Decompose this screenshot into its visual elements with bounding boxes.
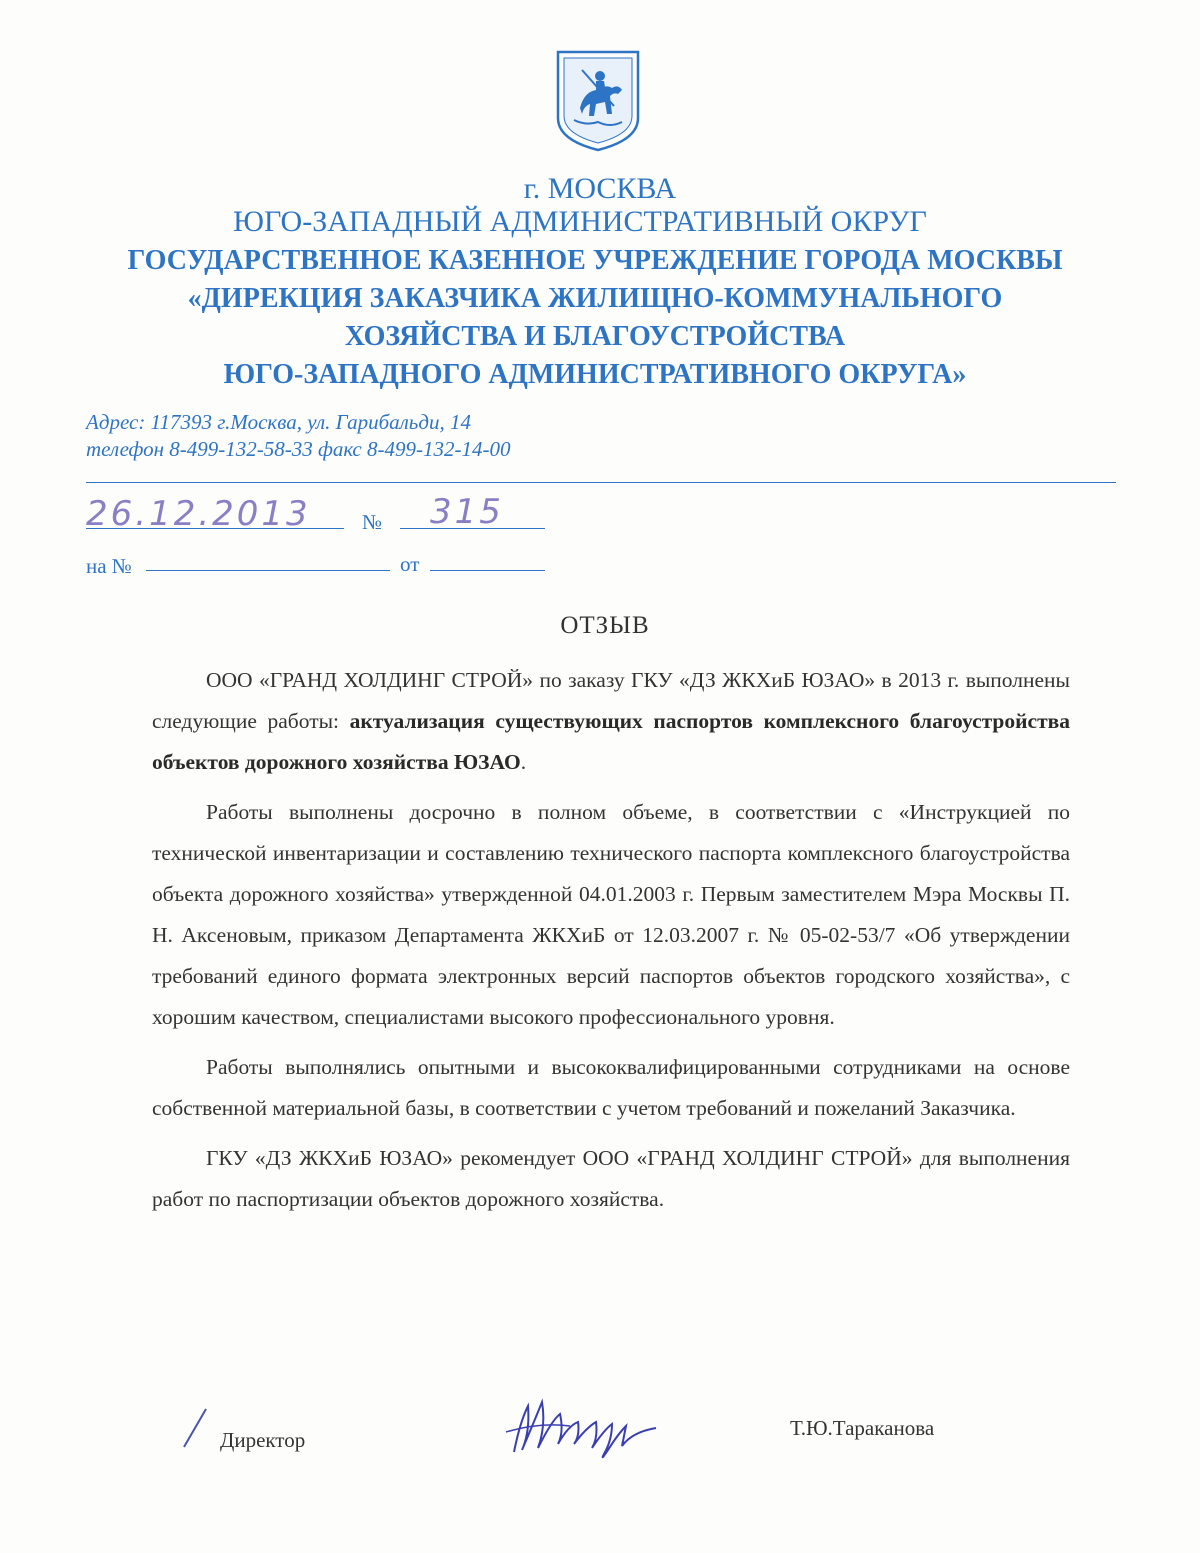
number-label: № (362, 510, 383, 534)
signatory-name: Т.Ю.Тараканова (790, 1416, 935, 1440)
letter-title: ОТЗЫВ (560, 612, 650, 639)
header-divider (86, 482, 1116, 483)
header-city: г. МОСКВА (523, 172, 677, 205)
registration-number: 315 (430, 492, 504, 532)
letter-body (152, 660, 1070, 1229)
number-underline (400, 528, 545, 529)
signatory-position: Директор (220, 1428, 306, 1452)
header-okrug: ЮГО-ЗАПАДНЫЙ АДМИНИСТРАТИВНЫЙ ОКРУГ (233, 205, 927, 238)
header-directorate-line1: «ДИРЕКЦИЯ ЗАКАЗЧИКА ЖИЛИЩНО-КОММУНАЛЬНОГО (187, 283, 1003, 314)
header-directorate-line3: ЮГО-ЗАПАДНОГО АДМИНИСТРАТИВНОГО ОКРУГА» (223, 359, 967, 390)
paragraph-4: ГКУ «ДЗ ЖКХиБ ЮЗАО» рекомендует ООО «ГРАНД ХОЛДИНГ СТРОЙ» для выполнения работ по паспортизации объектов дорожного хозяйства. (152, 1146, 1070, 1211)
margin-tick-mark (180, 1405, 210, 1450)
header-institution: ГОСУДАРСТВЕННОЕ КАЗЕННОЕ УЧРЕЖДЕНИЕ ГОРОДА МОСКВЫ (127, 245, 1063, 276)
handwritten-signature (500, 1392, 675, 1462)
header-phone: телефон 8-499-132-58-33 факс 8-499-132-14-00 (86, 437, 511, 461)
paragraph-1-bold: актуализация существующих паспортов комплексного благоустройства объектов дорожного хозяйства ЮЗАО (152, 709, 1070, 774)
paragraph-2: Работы выполнены досрочно в полном объеме, в соответствии с «Инструкцией по технической инвентаризации и составлению технического паспорта комплексного благоустройства объекта дорожного хозяйства» утвержденной 04.01.2003 г. Первым заместителем Мэра Москвы П. Н. Аксеновым, приказом Департамента ЖКХиБ от 12.03.2007 г. № 05-02-53/7 «Об утверждении требований единого формата электронных версий паспортов объектов городского хозяйства», с хорошим качеством, специалистами высокого профессионального уровня. (152, 800, 1070, 1029)
header-directorate-line2: ХОЗЯЙСТВА И БЛАГОУСТРОЙСТВА (344, 321, 846, 352)
reference-date-line (430, 570, 545, 571)
paragraph-3: Работы выполнялись опытными и высококвалифицированными сотрудниками на основе собственной материальной базы, в соответствии с учетом требований и пожеланий Заказчика. (152, 1055, 1070, 1120)
moscow-coat-of-arms-icon (552, 48, 644, 152)
paragraph-1-text: ООО «ГРАНД ХОЛДИНГ СТРОЙ» по заказу ГКУ «ДЗ ЖКХиБ ЮЗАО» в 2013 г. выполнены следующие работы: (152, 668, 1070, 733)
reference-number-line (146, 570, 390, 571)
registration-date: 26.12.2013 (86, 494, 311, 534)
date-underline (86, 528, 344, 529)
paragraph-1 (152, 660, 1070, 783)
header-address: Адрес: 117393 г.Москва, ул. Гарибальди, 14 (86, 410, 471, 434)
reference-date-label: от (400, 552, 420, 576)
reference-number-label: на № (86, 554, 132, 578)
paragraph-1-end: . (520, 750, 527, 774)
